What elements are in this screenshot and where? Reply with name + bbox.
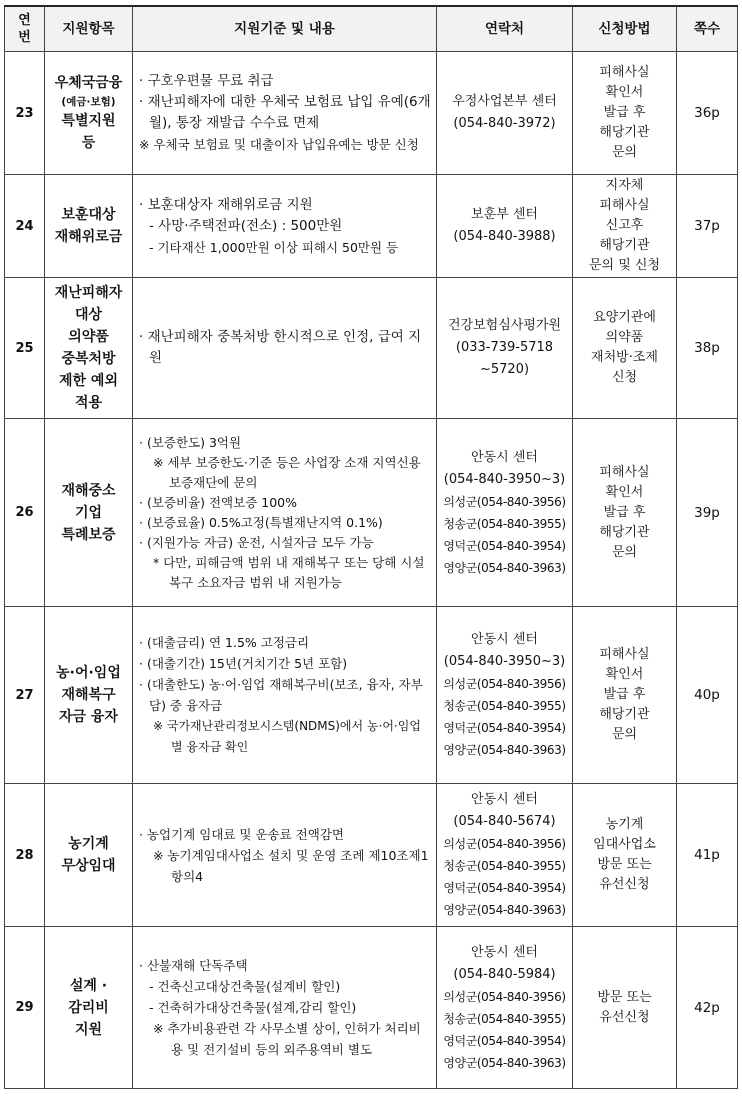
- contact-line: (054-840-3988): [453, 229, 556, 244]
- contact-line: 의성군(054-840-3956): [443, 989, 566, 1004]
- row-number: 26: [5, 419, 45, 607]
- method-line: 피해사실: [599, 65, 650, 80]
- method-line: 요양기관에: [593, 310, 656, 325]
- item-line: 제한 예외: [59, 373, 118, 389]
- item-line: 무상임대: [61, 858, 116, 874]
- support-item: [45, 607, 133, 784]
- method-line: 발급 후: [603, 504, 646, 520]
- content-line: - 사망·주택전파(전소) : 500만원: [149, 217, 343, 234]
- contact-line: 건강보험심사평가원: [447, 318, 562, 333]
- support-content: [133, 784, 437, 927]
- support-item: [45, 784, 133, 927]
- contact-info: [437, 607, 573, 784]
- item-line: 특례보증: [61, 526, 116, 543]
- application-method: [573, 419, 677, 607]
- content-line: · (대출금리) 연 1.5% 고정금리: [139, 635, 310, 650]
- row-number: 25: [5, 278, 45, 419]
- contact-line: 의성군(054-840-3956): [443, 494, 566, 509]
- support-item: [45, 278, 133, 419]
- content-note: * 다만, 피해금액 범위 내 재해복구 또는 당해 시설 복구 소요자금 범위 내 지원가능: [153, 554, 425, 590]
- table-row: [5, 278, 738, 419]
- method-line: 문의: [611, 145, 638, 160]
- item-line: 등: [81, 135, 96, 151]
- contact-line: 청송군(054-840-3955): [443, 699, 566, 713]
- method-line: 문의: [611, 727, 638, 742]
- method-line: 피해사실: [599, 647, 650, 662]
- content-line: · 산불재해 단독주택: [139, 958, 248, 973]
- row-number: 24: [5, 175, 45, 278]
- contact-line: (054-840-5984): [453, 966, 556, 982]
- row-number: 29: [5, 927, 45, 1089]
- contact-line: (054-840-3950~3): [443, 654, 566, 669]
- support-item: [45, 419, 133, 607]
- method-line: 의약품: [605, 330, 644, 345]
- item-line: 의약품: [68, 329, 109, 345]
- page-number: 38p: [677, 278, 738, 419]
- support-item: [45, 927, 133, 1089]
- item-line: 적용: [74, 395, 103, 411]
- item-line: 지원: [74, 1021, 103, 1038]
- item-line: 재난피해자: [54, 285, 123, 301]
- method-line: 확인서: [605, 85, 644, 100]
- method-line: 발급 후: [603, 687, 646, 702]
- application-method: [573, 52, 677, 175]
- table-row: [5, 927, 738, 1089]
- content-line: - 건축허가대상건축물(설계,감리 할인): [149, 1000, 357, 1015]
- method-line: 방문 또는: [597, 989, 652, 1005]
- method-line: 피해사실: [599, 198, 650, 213]
- application-method: [573, 784, 677, 927]
- content-line: · 재난피해자에 대한 우체국 보험료 납입 유예(6개월), 통장 재발급 수수료 면제: [139, 94, 431, 131]
- method-line: 신고후: [605, 218, 644, 233]
- item-line: 보훈대상: [61, 207, 116, 223]
- row-number: 28: [5, 784, 45, 927]
- method-line: 해당기관: [599, 524, 650, 540]
- row-number: 23: [5, 52, 45, 175]
- content-note: ※ 농기계임대사업소 설치 및 운영 조례 제10조제1항의4: [153, 847, 429, 884]
- application-method: [573, 175, 677, 278]
- method-line: 지자체: [605, 178, 644, 193]
- content-line: · (대출한도) 농·어·임업 재해복구비(보조, 융자, 자부담) 중 융자금: [139, 677, 423, 713]
- content-line: · 구호우편물 무료 취급: [139, 73, 274, 89]
- table-row: [5, 52, 738, 175]
- page-number: 39p: [677, 419, 738, 607]
- item-line: 재해복구: [61, 687, 116, 703]
- content-line: · 보훈대상자 재해위로금 지원: [139, 196, 313, 213]
- method-line: 확인서: [605, 484, 644, 500]
- contact-line: 청송군(054-840-3955): [443, 1011, 566, 1026]
- header-method: 신청방법: [573, 6, 677, 52]
- content-line: - 기타재산 1,000만원 이상 피해시 50만원 등: [149, 239, 399, 255]
- support-content: [133, 607, 437, 784]
- method-line: 방문 또는: [597, 857, 652, 872]
- contact-line: 영덕군(054-840-3954): [443, 881, 566, 895]
- contact-line: 영양군(054-840-3963): [443, 903, 566, 917]
- method-line: 문의 및 신청: [588, 258, 661, 273]
- content-note: ※ 추가비용관련 각 사무소별 상이, 인허가 처리비용 및 전기설비 등의 외주용역비 별도: [153, 1021, 421, 1057]
- header-item: 지원항목: [45, 6, 133, 52]
- contact-info: [437, 927, 573, 1089]
- item-line: 우체국금융: [54, 75, 123, 91]
- contact-line: 의성군(054-840-3956): [443, 677, 566, 691]
- contact-line: 영덕군(054-840-3954): [443, 721, 566, 735]
- content-note: ※ 국가재난관리정보시스템(NDMS)에서 농·어·임업별 융자금 확인: [153, 719, 421, 754]
- header-no: [5, 6, 45, 52]
- item-line: 기업: [74, 504, 103, 521]
- table-row: [5, 607, 738, 784]
- table-row: [5, 419, 738, 607]
- contact-line: ~5720): [479, 362, 530, 377]
- item-line: 농기계: [68, 836, 109, 852]
- page-number: 42p: [677, 927, 738, 1089]
- item-line: 재해중소: [61, 482, 116, 499]
- method-line: 확인서: [605, 667, 644, 682]
- method-line: 해당기관: [599, 125, 650, 140]
- item-line: 농·어·임업: [56, 665, 121, 681]
- method-line: 농기계: [605, 817, 644, 832]
- method-line: 발급 후: [603, 105, 646, 120]
- header-contact: 연락처: [437, 6, 573, 52]
- support-content: [133, 419, 437, 607]
- header-page: 쪽수: [677, 6, 738, 52]
- contact-line: 영양군(054-840-3963): [443, 560, 566, 575]
- support-item: [45, 175, 133, 278]
- header-no-line1: 연: [18, 13, 31, 28]
- item-line: 감리비: [68, 999, 109, 1016]
- support-table: [4, 5, 738, 1089]
- application-method: [573, 927, 677, 1089]
- support-content: [133, 927, 437, 1089]
- content-line: · 농업기계 임대료 및 운송료 전액감면: [139, 826, 344, 842]
- method-line: 임대사업소: [593, 837, 656, 852]
- contact-info: [437, 175, 573, 278]
- header-row: [5, 6, 738, 52]
- method-line: 유선신청: [599, 877, 650, 892]
- content-line: · (지원가능 자금) 운전, 시설자금 모두 가능: [139, 534, 374, 550]
- support-content: [133, 278, 437, 419]
- method-line: 해당기관: [599, 707, 650, 722]
- contact-line: 안동시 센터: [471, 449, 538, 465]
- header-no-line2: 번: [18, 30, 31, 45]
- item-line: 설계 ·: [69, 977, 108, 994]
- contact-line: (054-840-3972): [453, 116, 556, 131]
- contact-line: (054-840-3950~3): [443, 471, 566, 487]
- method-line: 문의: [611, 544, 638, 560]
- item-line: 재해위로금: [54, 229, 123, 245]
- content-note: ※ 우체국 보험료 및 대출이자 납입유예는 방문 신청: [139, 137, 419, 152]
- method-line: 신청: [611, 370, 638, 385]
- content-line: · (보증비율) 전액보증 100%: [139, 494, 297, 510]
- content-note: ※ 세부 보증한도·기준 등은 사업장 소재 지역신용보증재단에 문의: [153, 454, 421, 490]
- support-item: [45, 52, 133, 175]
- header-content: 지원기준 및 내용: [133, 6, 437, 52]
- support-content: [133, 52, 437, 175]
- table-row: [5, 784, 738, 927]
- page-number: 37p: [677, 175, 738, 278]
- page-number: 41p: [677, 784, 738, 927]
- contact-line: (033-739-5718: [455, 340, 554, 355]
- contact-info: [437, 784, 573, 927]
- table-row: [5, 175, 738, 278]
- method-line: 재처방·조제: [591, 350, 658, 365]
- row-number: 27: [5, 607, 45, 784]
- content-line: · 재난피해자 중복처방 한시적으로 인정, 급여 지원: [139, 329, 422, 366]
- content-line: - 건축신고대상건축물(설계비 할인): [149, 979, 341, 994]
- contact-info: [437, 419, 573, 607]
- item-line: 중복처방: [61, 351, 116, 367]
- method-line: 피해사실: [599, 464, 650, 480]
- contact-line: 안동시 센터: [471, 632, 538, 647]
- application-method: [573, 607, 677, 784]
- contact-line: 의성군(054-840-3956): [443, 837, 566, 851]
- contact-line: 보훈부 센터: [471, 207, 538, 222]
- contact-info: [437, 52, 573, 175]
- method-line: 해당기관: [599, 238, 650, 253]
- contact-line: 영덕군(054-840-3954): [443, 1033, 566, 1048]
- content-line: · (보증료율) 0.5%고정(특별재난지역 0.1%): [139, 514, 383, 530]
- contact-line: 영양군(054-840-3963): [443, 743, 566, 757]
- contact-line: 영양군(054-840-3963): [443, 1055, 566, 1070]
- content-line: · (보증한도) 3억원: [139, 434, 242, 450]
- contact-info: [437, 278, 573, 419]
- contact-line: 안동시 센터: [471, 792, 538, 807]
- item-line: 특별지원: [61, 113, 116, 129]
- support-content: [133, 175, 437, 278]
- contact-line: 청송군(054-840-3955): [443, 859, 566, 873]
- contact-line: 청송군(054-840-3955): [443, 516, 566, 531]
- page-number: 36p: [677, 52, 738, 175]
- contact-line: 안동시 센터: [471, 944, 538, 960]
- contact-line: 영덕군(054-840-3954): [443, 538, 566, 553]
- item-line: 대상: [74, 307, 103, 323]
- page-number: 40p: [677, 607, 738, 784]
- application-method: [573, 278, 677, 419]
- method-line: 유선신청: [599, 1009, 650, 1025]
- contact-line: (054-840-5674): [453, 814, 556, 829]
- item-line: 자금 융자: [59, 709, 118, 725]
- content-line: · (대출기간) 15년(거치기간 5년 포함): [139, 656, 348, 671]
- item-line: (예금·보험): [61, 96, 116, 108]
- contact-line: 우정사업본부 센터: [452, 94, 557, 109]
